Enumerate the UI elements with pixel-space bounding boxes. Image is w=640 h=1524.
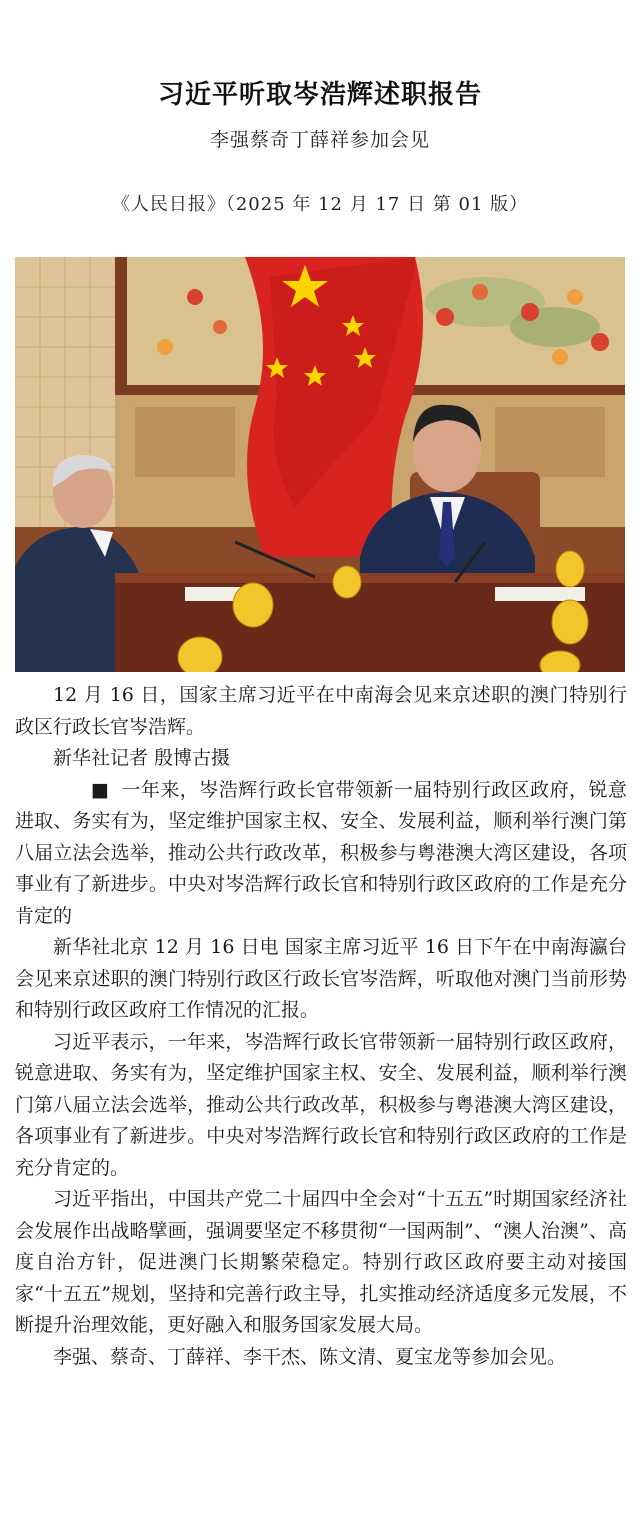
article-body: [15, 680, 627, 1373]
summary-marker: ■: [91, 778, 109, 801]
paragraph-remarks: 习近平表示，一年来，岑浩辉行政长官带领新一届特别行政区政府，锐意进取、务实有为，坚定维护国家主权、安全、发展利益，顺利举行澳门第八届立法会选举，推动公共行政改革，积极参与粤港澳大湾区建设，各项事业有了新进步。中央对岑浩辉行政长官和特别行政区政府的工作是充分肯定的。: [15, 1030, 627, 1179]
summary-text: 一年来，岑浩辉行政长官带领新一届特别行政区政府，锐意进取、务实有为，坚定维护国家主权、安全、发展利益，顺利举行澳门第八届立法会选举，推动公共行政改革，积极参与粤港澳大湾区建设，各项事业有了新进步。中央对岑浩辉行政长官和特别行政区政府的工作是充分肯定的: [15, 778, 627, 927]
photo-caption: 12 月 16 日，国家主席习近平在中南海会见来京述职的澳门特别行政区行政长官岑浩辉。: [15, 684, 627, 738]
article-subtitle: 李强蔡奇丁薛祥参加会见: [209, 129, 430, 151]
paragraph-instructions: 习近平指出，中国共产党二十届四中全会对“十五五”时期国家经济社会发展作出战略擘画，强调要坚定不移贯彻“一国两制”、“澳人治澳”、高度自治方针，促进澳门长期繁荣稳定。特别行政区政府要主动对接国家“十五五”规划，坚持和完善行政主导，扎实推动经济适度多元发展，不断提升治理效能，更好融入和服务国家发展大局。: [15, 1188, 627, 1336]
photo-credit: 新华社记者 殷博古摄: [53, 747, 231, 769]
paragraph-dateline: 新华社北京 12 月 16 日电 国家主席习近平 16 日下午在中南海瀛台会见来京述职的澳门特别行政区行政长官岑浩辉，听取他对澳门当前形势和特别行政区政府工作情况的汇报。: [15, 936, 627, 1021]
news-photo: [15, 257, 625, 672]
paragraph-attendees: 李强、蔡奇、丁薛祥、李干杰、陈文清、夏宝龙等参加会见。: [53, 1345, 567, 1368]
article-summary: [15, 775, 627, 933]
publication-source: 《人民日报》（2025 年 12 月 17 日 第 01 版）: [111, 194, 529, 215]
article-title: 习近平听取岑浩辉述职报告: [157, 80, 482, 110]
